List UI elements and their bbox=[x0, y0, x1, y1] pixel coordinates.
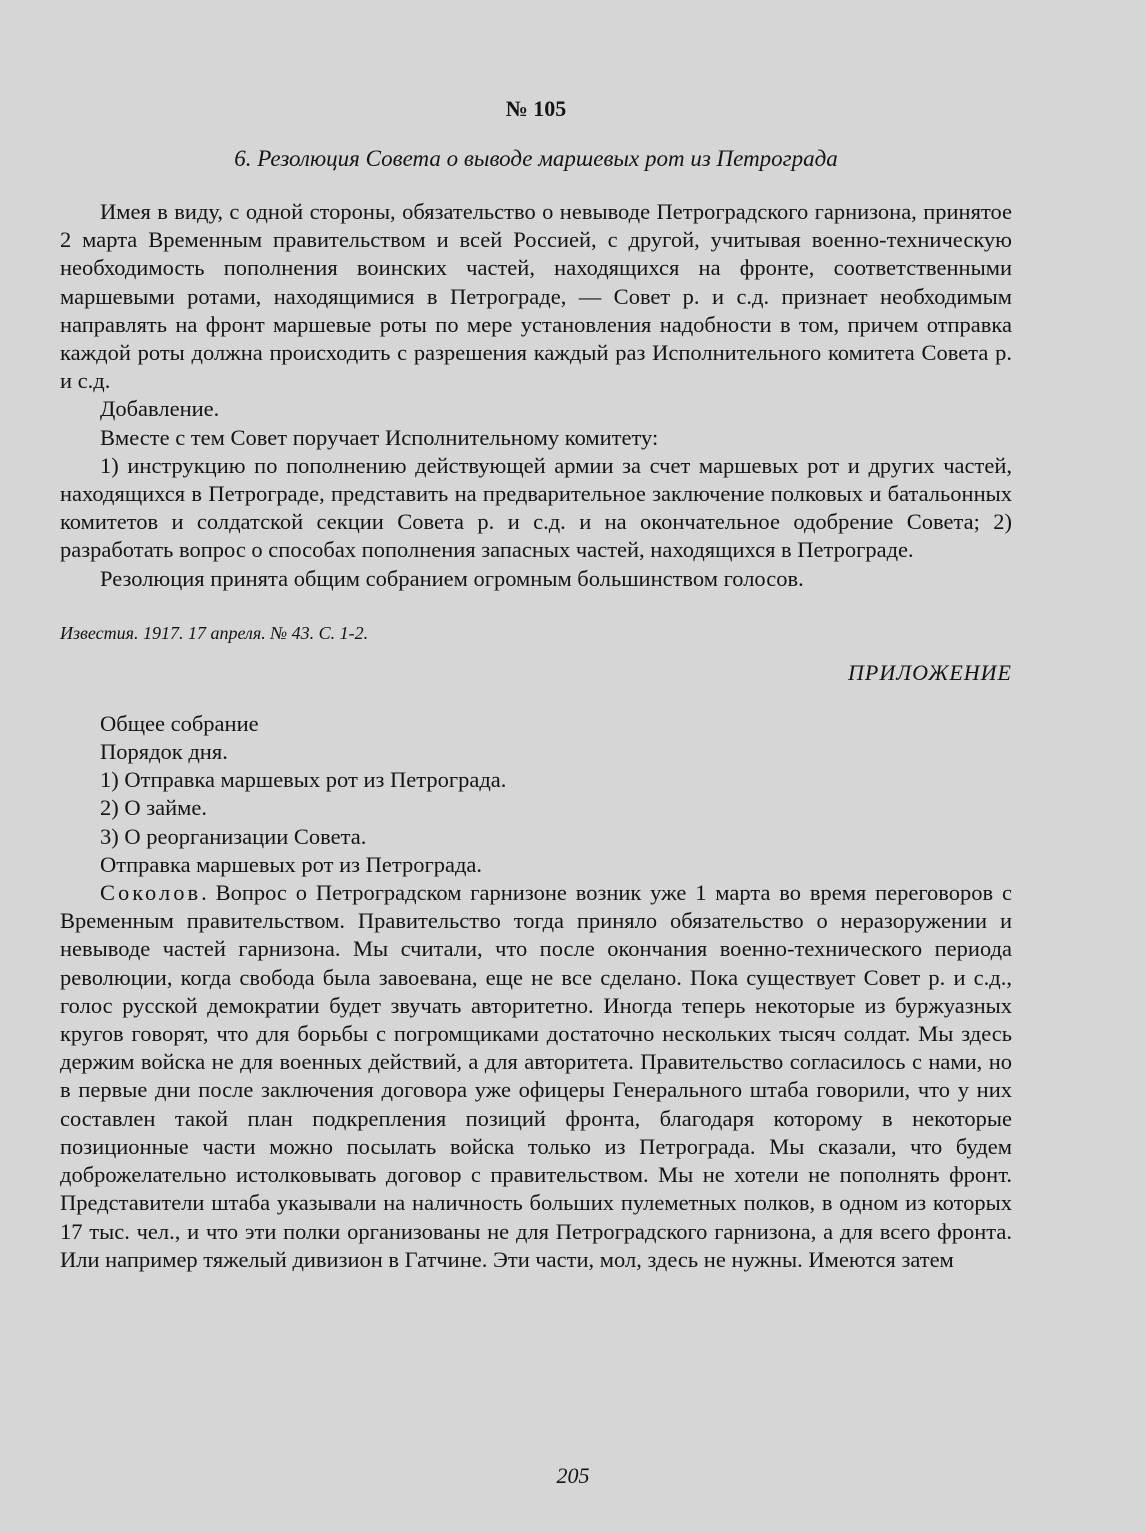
speech-paragraph bbox=[60, 879, 1012, 1274]
agenda-line: Порядок дня. bbox=[100, 739, 228, 765]
document-number: № 105 bbox=[505, 96, 567, 121]
appendix-title: ПРИЛОЖЕНИЕ bbox=[848, 659, 1012, 685]
resolution-paragraph: Добавление. bbox=[100, 396, 220, 422]
document-subtitle: 6. Резолюция Совета о выводе маршевых рот из Петрограда bbox=[234, 146, 838, 171]
source-citation: Известия. 1917. 17 апреля. № 43. С. 1-2. bbox=[60, 622, 369, 643]
resolution-paragraph: Резолюция принята общим собранием огромным большинством голосов. bbox=[100, 565, 804, 591]
speech-text: . Вопрос о Петроградском гарнизоне возник уже 1 марта во время переговоров с Временным правительством. Правительство тогда приняло обязательство о неразоружении и невыводе частей гарнизона. Мы считали, что после окончания военно-технического периода революции, когда свобода была завоевана, еще не все сделано. Пока существует Совет р. и с.д., голос русской демократии будет звучать авторитетно. Иногда теперь некоторые из буржуазных кругов говорят, что для борьбы с погромщиками достаточно нескольких тысяч солдат. Мы здесь держим войска не для военных действий, а для авторитета. Правительство согласилось с нами, но в первые дни после заключения договора уже офицеры Генерального штаба говорили, что у них составлен такой план подкрепления позиций фронта, благодаря которому в некоторые позиционные части можно посылать войска только из Петрограда. Мы сказали, что будем доброжелательно истолковывать договор с правительством. Мы не хотели не пополнять фронт. Представители штаба указывали на наличность больших пулеметных полков, в одном из которых 17 тыс. чел., и что эти полки организованы не для Петроградского гарнизона, а для всего фронта. Или например тяжелый дивизион в Гатчине. Эти части, мол, здесь не нужны. Имеются затем bbox=[60, 880, 1012, 1272]
agenda-section bbox=[60, 710, 1012, 1274]
agenda-line: Общее собрание bbox=[100, 710, 259, 736]
speaker-name: Соколов bbox=[100, 880, 202, 906]
resolution-paragraph: Вместе с тем Совет поручает Исполнительному комитету: bbox=[100, 424, 659, 450]
page-content bbox=[60, 96, 1012, 1274]
agenda-line: 2) О займе. bbox=[100, 795, 208, 821]
agenda-line: 1) Отправка маршевых рот из Петрограда. bbox=[100, 767, 507, 793]
resolution-paragraph: 1) инструкцию по пополнению действующей армии за счет маршевых рот и других частей, находящихся в Петрограде, представить на предварительное заключение полковых и батальонных комитетов и солдатской секции Совета р. и с.д. и на окончательное одобрение Совета; 2) разработать вопрос о способах пополнения запасных частей, находящихся в Петрограде. bbox=[60, 452, 1012, 563]
agenda-line: 3) О реорганизации Совета. bbox=[100, 823, 367, 849]
page-number: 205 bbox=[556, 1463, 590, 1488]
resolution-paragraph: Имея в виду, с одной стороны, обязательство о невыводе Петроградского гарнизона, принятое 2 марта Временным правительством и всей Россией, с другой, учитывая военно-техническую необходимость пополнения воинских частей, находящихся на фронте, соответственными маршевыми ротами, находящимися в Петрограде, — Совет р. и с.д. признает необходимым направлять на фронт маршевые роты по мере установления надобности в том, причем отправка каждой роты должна происходить с разрешения каждый раз Исполнительного комитета Совета р. и с.д. bbox=[60, 199, 1012, 394]
agenda-line: Отправка маршевых рот из Петрограда. bbox=[100, 851, 483, 877]
resolution-text bbox=[60, 198, 1012, 593]
